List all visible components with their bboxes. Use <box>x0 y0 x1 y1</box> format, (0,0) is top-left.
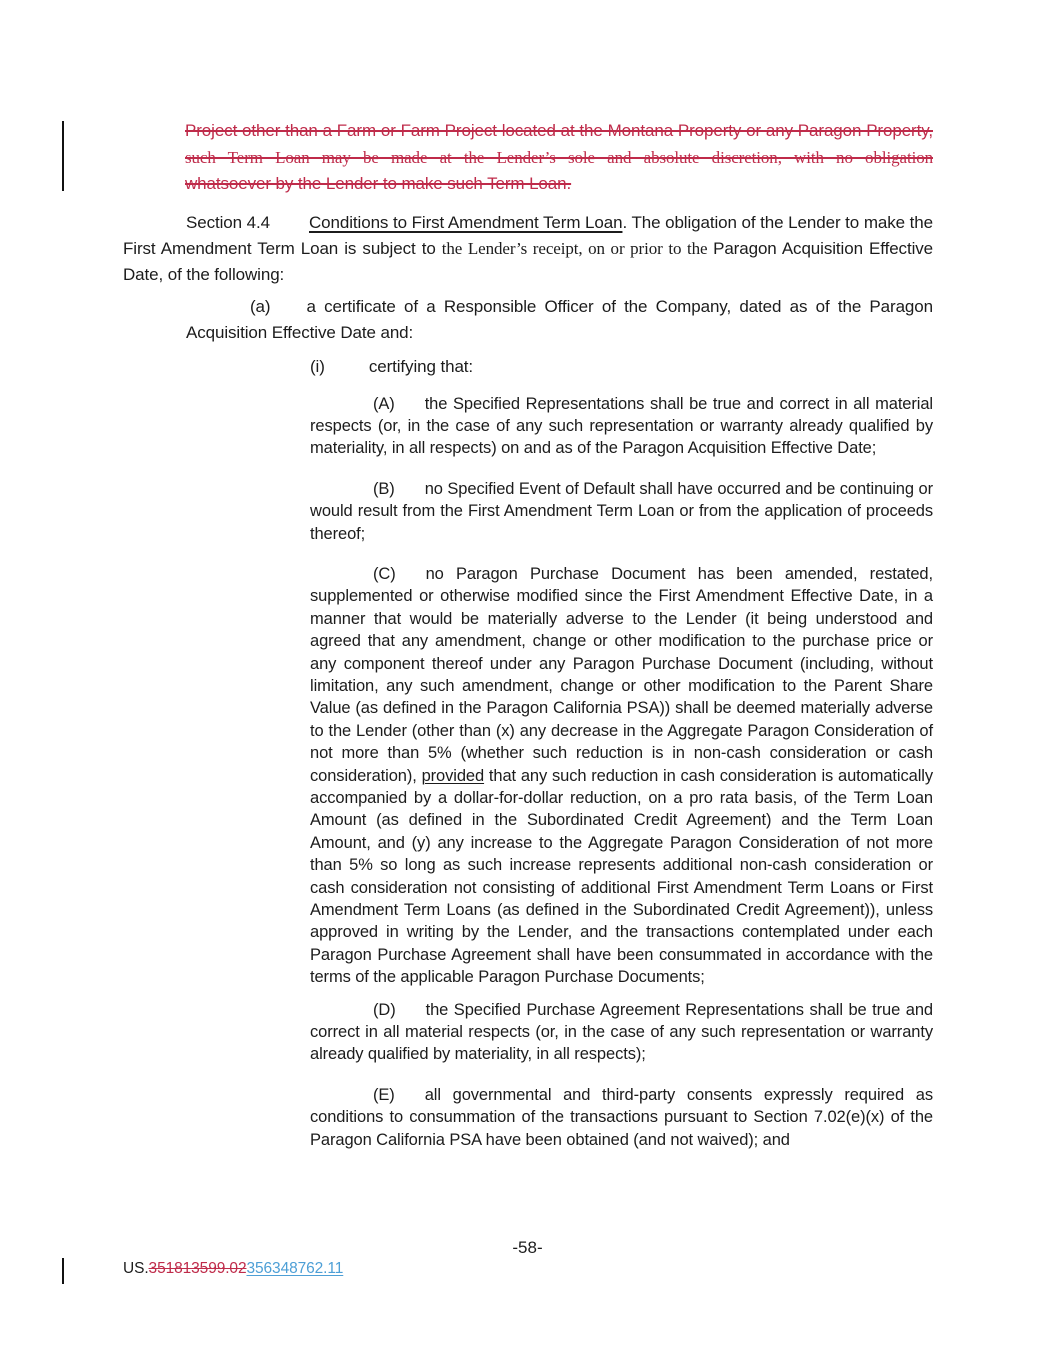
margin-change-bar-top <box>62 121 64 191</box>
section-label: Section 4.4 <box>186 212 270 232</box>
section-body-tail: Paragon Acquisition Effective Date, of the following: <box>123 238 934 284</box>
clause-A-paragraph <box>310 393 933 460</box>
clause-B-paragraph <box>310 478 933 545</box>
clause-D-label: (D) <box>373 1000 396 1019</box>
provided-underlined-term: provided <box>421 766 485 785</box>
clause-B-text: no Specified Event of Default shall have occurred and be continuing or would result from the First Amendment Term Loan or from the application of proceeds thereof; <box>310 479 933 543</box>
clause-A-label: (A) <box>373 394 395 413</box>
section-body-text: . The obligation of the Lender to make the First Amendment Term Loan is subject to <box>123 212 933 258</box>
clause-C-paragraph <box>310 563 933 989</box>
clause-E-text: all governmental and third-party consents expressly required as conditions to consummation of the transactions pursuant to Section 7.02(e)(x) of the Paragon California PSA have been obtained (and not waived); and <box>310 1085 933 1149</box>
deleted-line: whatsoever by the Lender to make such Term Loan. <box>185 174 572 193</box>
clause-B-label: (B) <box>373 479 395 498</box>
footer-doc-id <box>123 1260 343 1278</box>
clause-C-text-before-provided: no Paragon Purchase Document has been amended, restated, supplemented or otherwise modified since the First Amendment Effective Date, in a manner that would be materially adverse to the Lender (it being understood and agreed that any amendment, change or other modification to the purchase price or any component thereof under any Paragon Purchase Document (including, without limitation, any such amendment, change or other modification to the Parent Share Value (as defined in the Paragon California PSA)) shall be deemed materially adverse to the Lender (other than (x) any decrease in the Aggregate Paragon Consideration of not more than 5% (whether such reduction is in non-cash consideration or cash consideration), <box>310 564 933 785</box>
clause-i-paragraph <box>310 354 933 380</box>
clause-C-text-after-provided: that any such reduction in cash consideration is automatically accompanied by a dollar-for-dollar reduction, on a pro rata basis, of the Term Loan Amount (as defined in the Subordinated Credit Agreement) and the Term Loan Amount, and (y) any increase to the Aggregate Paragon Consideration of not more than 5% so long as such increase represents additional non-cash consideration or cash consideration not consisting of additional First Amendment Term Loans or First Amendment Term Loans (as defined in the Subordinated Credit Agreement)), unless approved in writing by the Lender, and the transactions contemplated under each Paragon Purchase Agreement shall have been consummated in accordance with the terms of the applicable Paragon Purchase Documents; <box>310 766 933 987</box>
clause-a-label: (a) <box>250 296 271 316</box>
section-body-serif-run: the Lender’s receipt, on or prior to the <box>441 238 714 258</box>
section-4-4-paragraph <box>123 210 933 288</box>
deleted-line: Project other than a Farm or Farm Project located at the Montana Property or any Paragon Property, <box>185 121 933 140</box>
clause-D-paragraph <box>310 999 933 1066</box>
clause-C-label: (C) <box>373 564 396 583</box>
margin-change-bar-bottom <box>62 1258 64 1284</box>
deleted-paragraph <box>185 118 933 198</box>
clause-D-text: the Specified Purchase Agreement Representations shall be true and correct in all material respects (or, in the case of any such representation or warranty already qualified by materiality, in all respects); <box>310 1000 933 1064</box>
page-content <box>123 118 933 1169</box>
clause-a-text: a certificate of a Responsible Officer of the Company, dated as of the Paragon Acquisition Effective Date and: <box>186 296 933 342</box>
clause-A-text: the Specified Representations shall be true and correct in all material respects (or, in the case of any such representation or warranty already qualified by materiality, in all respects) on and as of the Paragon Acquisition Effective Date; <box>310 394 933 458</box>
doc-id-inserted-revision: 356348762.11 <box>246 1260 344 1277</box>
doc-id-deleted-revision: 351813599.02 <box>148 1260 247 1277</box>
page-number: -58- <box>512 1238 543 1257</box>
deleted-line: such Term Loan may be made at the Lender’s sole and absolute discretion, with no obligation <box>185 147 933 167</box>
clause-a-paragraph <box>186 294 933 346</box>
clause-i-text: certifying that: <box>368 356 474 376</box>
doc-id-prefix: US. <box>123 1260 149 1277</box>
clause-E-label: (E) <box>373 1085 395 1104</box>
section-heading: Conditions to First Amendment Term Loan <box>309 212 623 232</box>
clause-E-paragraph <box>310 1084 933 1151</box>
clause-i-label: (i) <box>310 356 325 376</box>
